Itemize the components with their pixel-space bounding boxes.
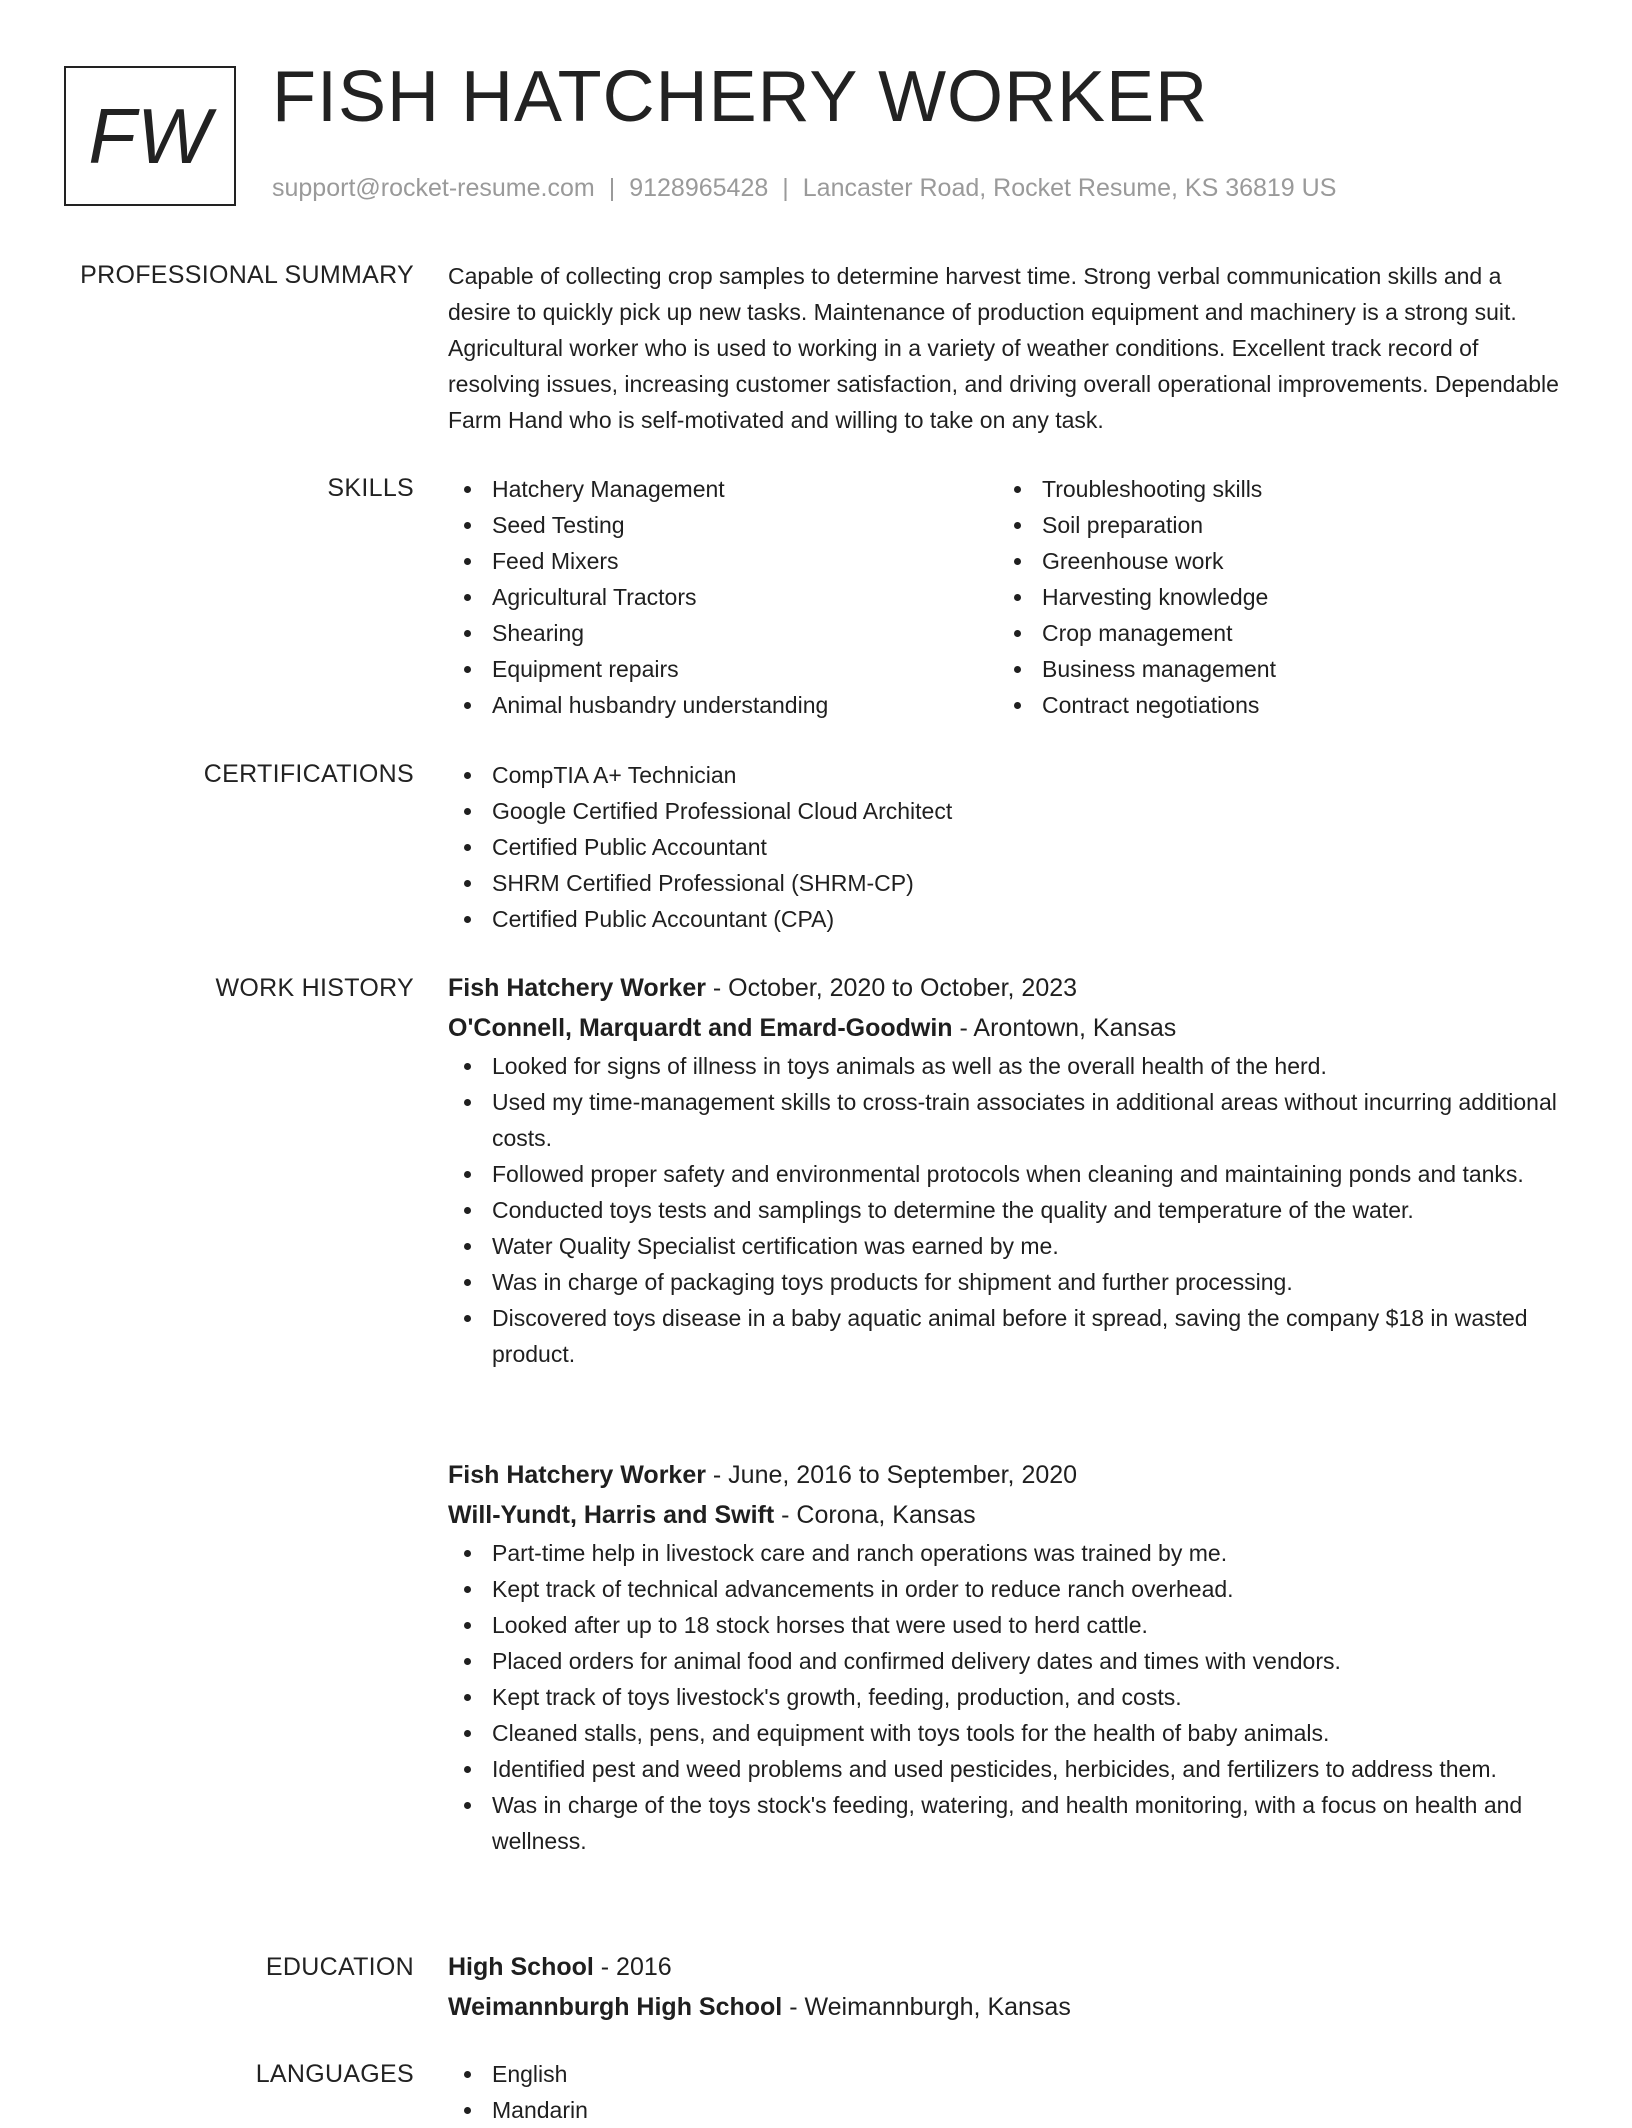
job-dates: - October, 2020 to October, 2023 [705, 974, 1078, 1002]
job-entry [448, 968, 1568, 1372]
list-item: English [448, 2056, 1568, 2092]
company-name: Will-Yundt, Harris and Swift [448, 1501, 775, 1529]
list-item: Hatchery Management [448, 471, 998, 507]
list-item: Troubleshooting skills [998, 471, 1548, 507]
skills-list-right [998, 471, 1548, 723]
list-item: Identified pest and weed problems and used pesticides, herbicides, and fertilizers to address them. [448, 1751, 1568, 1787]
list-item: Kept track of toys livestock's growth, feeding, production, and costs. [448, 1679, 1568, 1715]
contact-line [272, 174, 1336, 203]
list-item: Looked after up to 18 stock horses that were used to herd cattle. [448, 1607, 1568, 1643]
page-title: FISH HATCHERY WORKER [272, 57, 1209, 137]
list-item: Soil preparation [998, 507, 1548, 543]
list-item: CompTIA A+ Technician [448, 757, 1568, 793]
list-item: Seed Testing [448, 507, 998, 543]
list-item: Equipment repairs [448, 651, 998, 687]
list-item: Contract negotiations [998, 687, 1548, 723]
list-item: Used my time-management skills to cross-train associates in additional areas without incurring additional costs. [448, 1084, 1568, 1156]
list-item: Part-time help in livestock care and ranch operations was trained by me. [448, 1535, 1568, 1571]
languages-list [448, 2056, 1568, 2128]
company-name: O'Connell, Marquardt and Emard-Goodwin [448, 1014, 953, 1042]
list-item: Followed proper safety and environmental protocols when cleaning and maintaining ponds and tanks. [448, 1156, 1568, 1192]
section-heading-summary: PROFESSIONAL SUMMARY [80, 261, 414, 289]
job-title: Fish Hatchery Worker [448, 974, 706, 1002]
job-company-line [448, 1008, 1568, 1048]
list-item: Shearing [448, 615, 998, 651]
list-item: Placed orders for animal food and confirmed delivery dates and times with vendors. [448, 1643, 1568, 1679]
list-item: SHRM Certified Professional (SHRM-CP) [448, 865, 1568, 901]
list-item: Animal husbandry understanding [448, 687, 998, 723]
school-line [448, 1987, 1568, 2027]
list-item: Water Quality Specialist certification was earned by me. [448, 1228, 1568, 1264]
list-item: Business management [998, 651, 1548, 687]
summary-text: Capable of collecting crop samples to determine harvest time. Strong verbal communication skills and a desire to quickly pick up new tasks. Maintenance of production equipment and machinery is a strong suit. Agricultural worker who is used to working in a variety of weather conditions. Excellent track record of resolving issues, increasing customer satisfaction, and driving overall operational improvements. Dependable Farm Hand who is self-motivated and willing to take on any task. [448, 263, 1559, 433]
list-item: Cleaned stalls, pens, and equipment with toys tools for the health of baby animals. [448, 1715, 1568, 1751]
skills-list-left [448, 471, 998, 723]
list-item: Discovered toys disease in a baby aquatic animal before it spread, saving the company $18 in wasted product. [448, 1300, 1568, 1372]
job-entry [448, 1455, 1568, 1859]
job-title-line [448, 968, 1568, 1008]
list-item: Conducted toys tests and samplings to determine the quality and temperature of the water. [448, 1192, 1568, 1228]
graduation-year: - 2016 [593, 1953, 672, 1981]
list-item: Crop management [998, 615, 1548, 651]
list-item: Certified Public Accountant [448, 829, 1568, 865]
school-location: - Weimannburgh, Kansas [782, 1993, 1071, 2021]
job-duties-list [448, 1048, 1568, 1372]
section-heading-skills: SKILLS [327, 474, 414, 502]
certifications-list [448, 757, 1568, 937]
list-item: Greenhouse work [998, 543, 1548, 579]
section-heading-certifications: CERTIFICATIONS [203, 760, 414, 788]
list-item: Kept track of technical advancements in order to reduce ranch overhead. [448, 1571, 1568, 1607]
list-item: Was in charge of the toys stock's feeding, watering, and health monitoring, with a focus on health and wellness. [448, 1787, 1568, 1859]
job-company-line [448, 1495, 1568, 1535]
list-item: Was in charge of packaging toys products for shipment and further processing. [448, 1264, 1568, 1300]
job-location: - Corona, Kansas [774, 1501, 976, 1529]
list-item: Agricultural Tractors [448, 579, 998, 615]
section-heading-education: EDUCATION [265, 1953, 414, 1981]
list-item: Feed Mixers [448, 543, 998, 579]
email-link[interactable]: support@rocket-resume.com [272, 174, 595, 202]
section-heading-work-history: WORK HISTORY [215, 974, 414, 1002]
job-duties-list [448, 1535, 1568, 1859]
degree-line [448, 1947, 1568, 1987]
separator: | [608, 174, 616, 202]
phone-text: 9128965428 [629, 174, 769, 202]
section-heading-languages: LANGUAGES [255, 2060, 414, 2088]
list-item: Google Certified Professional Cloud Architect [448, 793, 1568, 829]
job-dates: - June, 2016 to September, 2020 [705, 1461, 1078, 1489]
list-item: Certified Public Accountant (CPA) [448, 901, 1568, 937]
address-text: Lancaster Road, Rocket Resume, KS 36819 US [802, 174, 1337, 202]
list-item: Harvesting knowledge [998, 579, 1548, 615]
monogram: FW [64, 66, 236, 206]
school-name: Weimannburgh High School [448, 1993, 783, 2021]
job-title-line [448, 1455, 1568, 1495]
job-title: Fish Hatchery Worker [448, 1461, 706, 1489]
job-location: - Arontown, Kansas [952, 1014, 1177, 1042]
separator: | [782, 174, 789, 202]
list-item: Mandarin [448, 2092, 1568, 2128]
degree: High School [448, 1953, 594, 1981]
list-item: Looked for signs of illness in toys animals as well as the overall health of the herd. [448, 1048, 1568, 1084]
